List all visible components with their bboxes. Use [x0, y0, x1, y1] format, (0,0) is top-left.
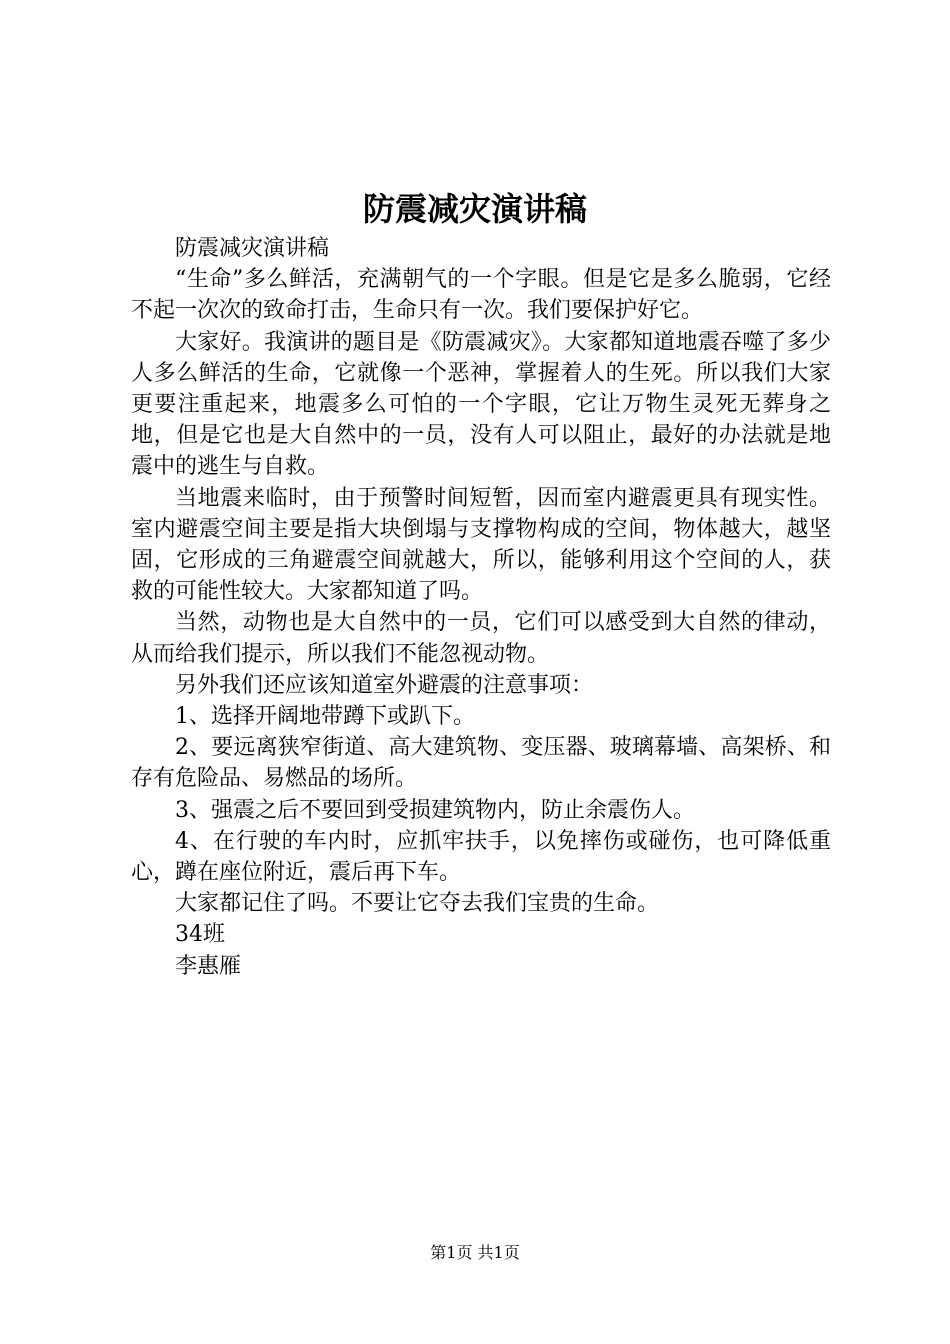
paragraph-heading: 防震减灾演讲稿 [175, 236, 330, 261]
paragraph-animals: 当然，动物也是大自然中的一员，它们可以感受到大自然的律动，从而给我们提示，所以我们不能忽视动物。 [131, 610, 831, 667]
paragraph-intro: “生命”多么鲜活，充满朝气的一个字眼。但是它是多么脆弱，它经不起一次次的致命打击，生命只有一次。我们要保护好它。 [131, 267, 831, 324]
list-item-2: 2、要远离狭窄街道、高大建筑物、变压器、玻璃幕墙、高架桥、和存有危险品、易燃品的场所。 [131, 735, 831, 792]
paragraph-outdoor-intro: 另外我们还应该知道室外避震的注意事项： [175, 672, 594, 698]
paragraph-indoor: 当地震来临时，由于预警时间短暂，因而室内避震更具有现实性。室内避震空间主要是指大块倒塌与支撑物构成的空间，物体越大，越坚固，它形成的三角避震空间就越大，所以，能够利用这个空间的人，获救的可能性较大。大家都知道了吗。 [131, 485, 831, 605]
document-title: 防震减灾演讲稿 [362, 190, 587, 228]
list-item-3: 3、强震之后不要回到受损建筑物内，防止余震伤人。 [175, 797, 695, 823]
document-body [131, 233, 831, 982]
paragraph-closing: 大家都记住了吗。不要让它夺去我们宝贵的生命。 [175, 891, 660, 917]
list-item-1: 1、选择开阔地带蹲下或趴下。 [175, 704, 475, 730]
list-item-4: 4、在行驶的车内时，应抓牢扶手，以免摔伤或碰伤，也可降低重心，蹲在座位附近，震后再下车。 [131, 828, 831, 886]
page-footer: 第1页 共1页 [430, 1243, 520, 1262]
paragraph-greeting: 大家好。我演讲的题目是《防震减灾》。大家都知道地震吞噬了多少人多么鲜活的生命，它就像一个恶神，掌握着人的生死。所以我们大家更要注重起来，地震多么可怕的一个字眼，它让万物生灵死无葬身之地，但是它也是大自然中的一员，没有人可以阻止，最好的办法就是地震中的逃生与自救。 [131, 329, 831, 480]
signature-author: 李惠雁 [175, 953, 242, 979]
signature-class: 34班 [175, 922, 225, 948]
